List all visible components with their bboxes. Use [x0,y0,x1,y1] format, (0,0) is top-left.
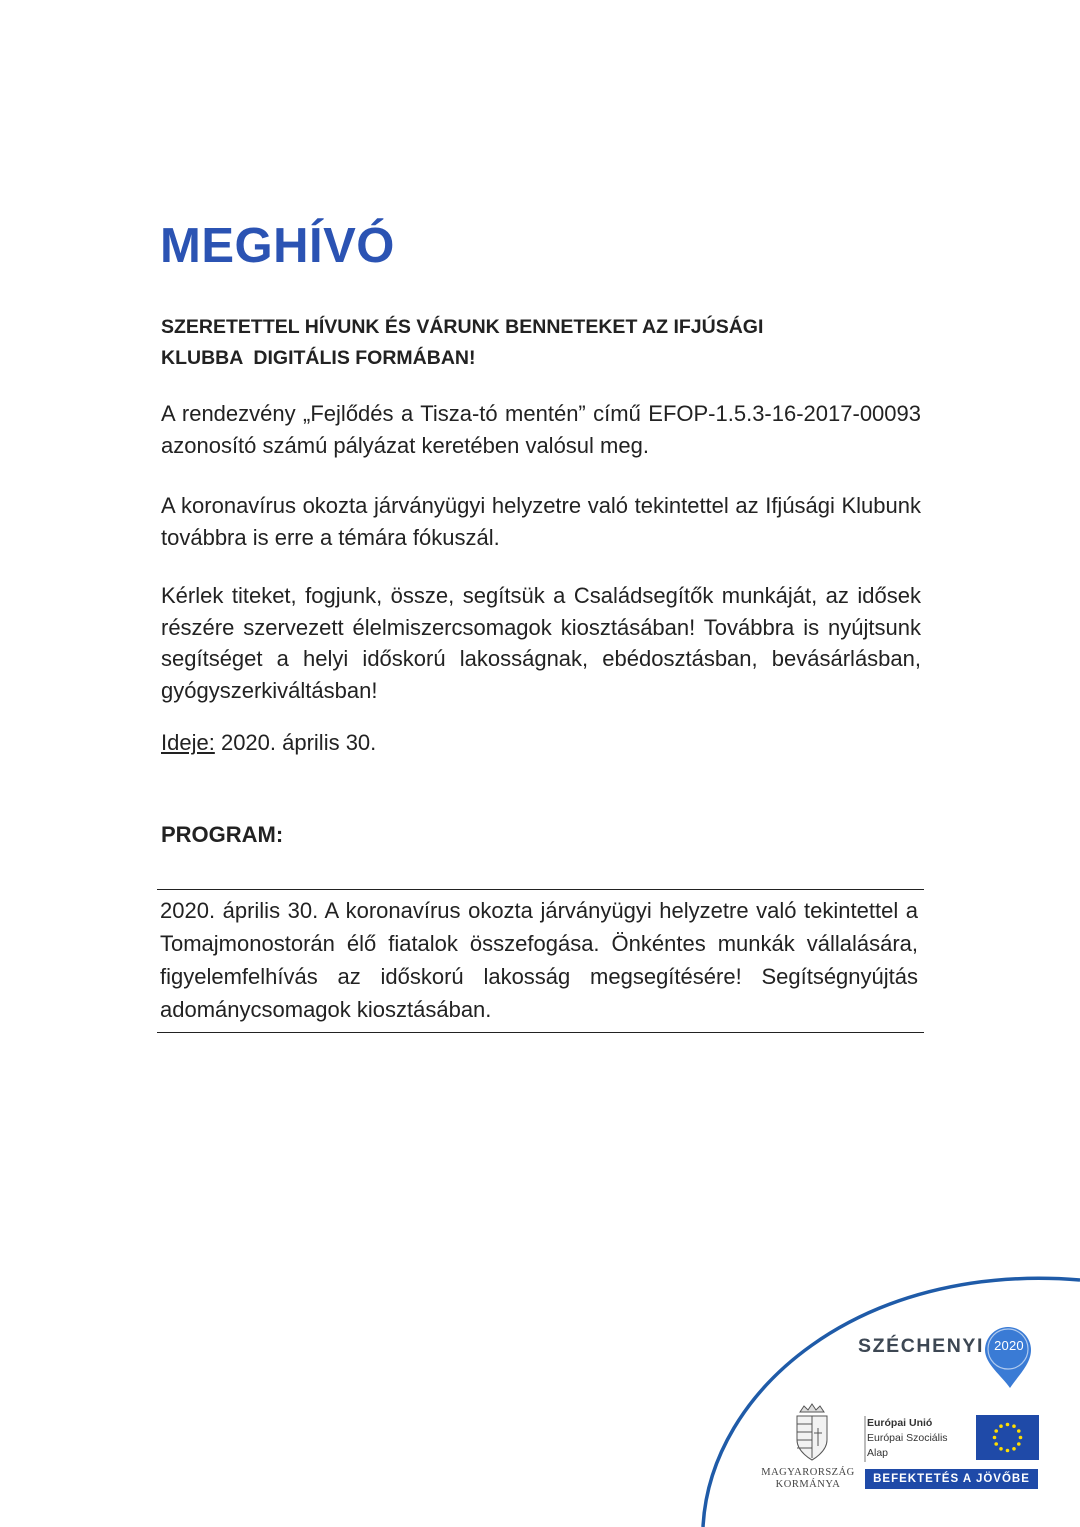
invest-banner: BEFEKTETÉS A JÖVŐBE [865,1469,1038,1489]
pin-year-text: 2020 [994,1338,1024,1353]
paragraph-pandemic: A koronavírus okozta járványügyi helyzetre való tekintettel az Ifjúsági Klubunk továbbra is erre a témára fókuszál. [161,493,921,550]
government-label [758,1467,858,1491]
government-line-2: KORMÁNYA [775,1479,841,1490]
coat-of-arms-icon [797,1404,827,1460]
page-title: MEGHÍVÓ [160,219,395,273]
eu-line-2: Európai Szociális [867,1432,948,1444]
szechenyi-brand-text: SZÉCHENYI [858,1335,985,1357]
subheading-line-1: SZERETETTEL HÍVUNK ÉS VÁRUNK BENNETEKET AZ IFJÚSÁGI [161,316,764,338]
eu-line-3: Alap [867,1447,889,1459]
location-pin-icon [985,1327,1031,1388]
date-value: 2020. április 30. [220,730,377,755]
subheading-line-2: KLUBBA DIGITÁLIS FORMÁBAN! [161,347,476,369]
eu-line-1: Európai Unió [867,1417,933,1429]
eu-flag-icon [976,1415,1039,1460]
program-text: 2020. április 30. A koronavírus okozta járványügyi helyzetre való tekintettel a Tomajmonostorán élő fiatalok összefogása. Önkéntes munkák vállalására, figyelemfelhívás az időskorú lakosság megsegítésére! Segítségnyújtás adománycsomagok kiosztásában. [160,898,918,1022]
government-line-1: MAGYARORSZÁG [761,1467,855,1478]
paragraph-request: Kérlek titeket, fogjunk, össze, segítsük a Családsegítők munkáját, az idősek részére szervezett élelmiszercsomagok kiosztásában! Továbbra is nyújtsunk segítséget a helyi időskorú lakosságnak, ebédosztásban, bevásárlásban, gyógyszerkiváltásban! [161,583,921,703]
date-label: Ideje: [161,730,215,755]
paragraph-project: A rendezvény „Fejlődés a Tisza-tó mentén” című EFOP-1.5.3-16-2017-00093 azonosító számú pályázat keretében valósul meg. [161,401,921,458]
program-heading: PROGRAM: [161,822,284,847]
eu-fund-label [867,1416,948,1461]
